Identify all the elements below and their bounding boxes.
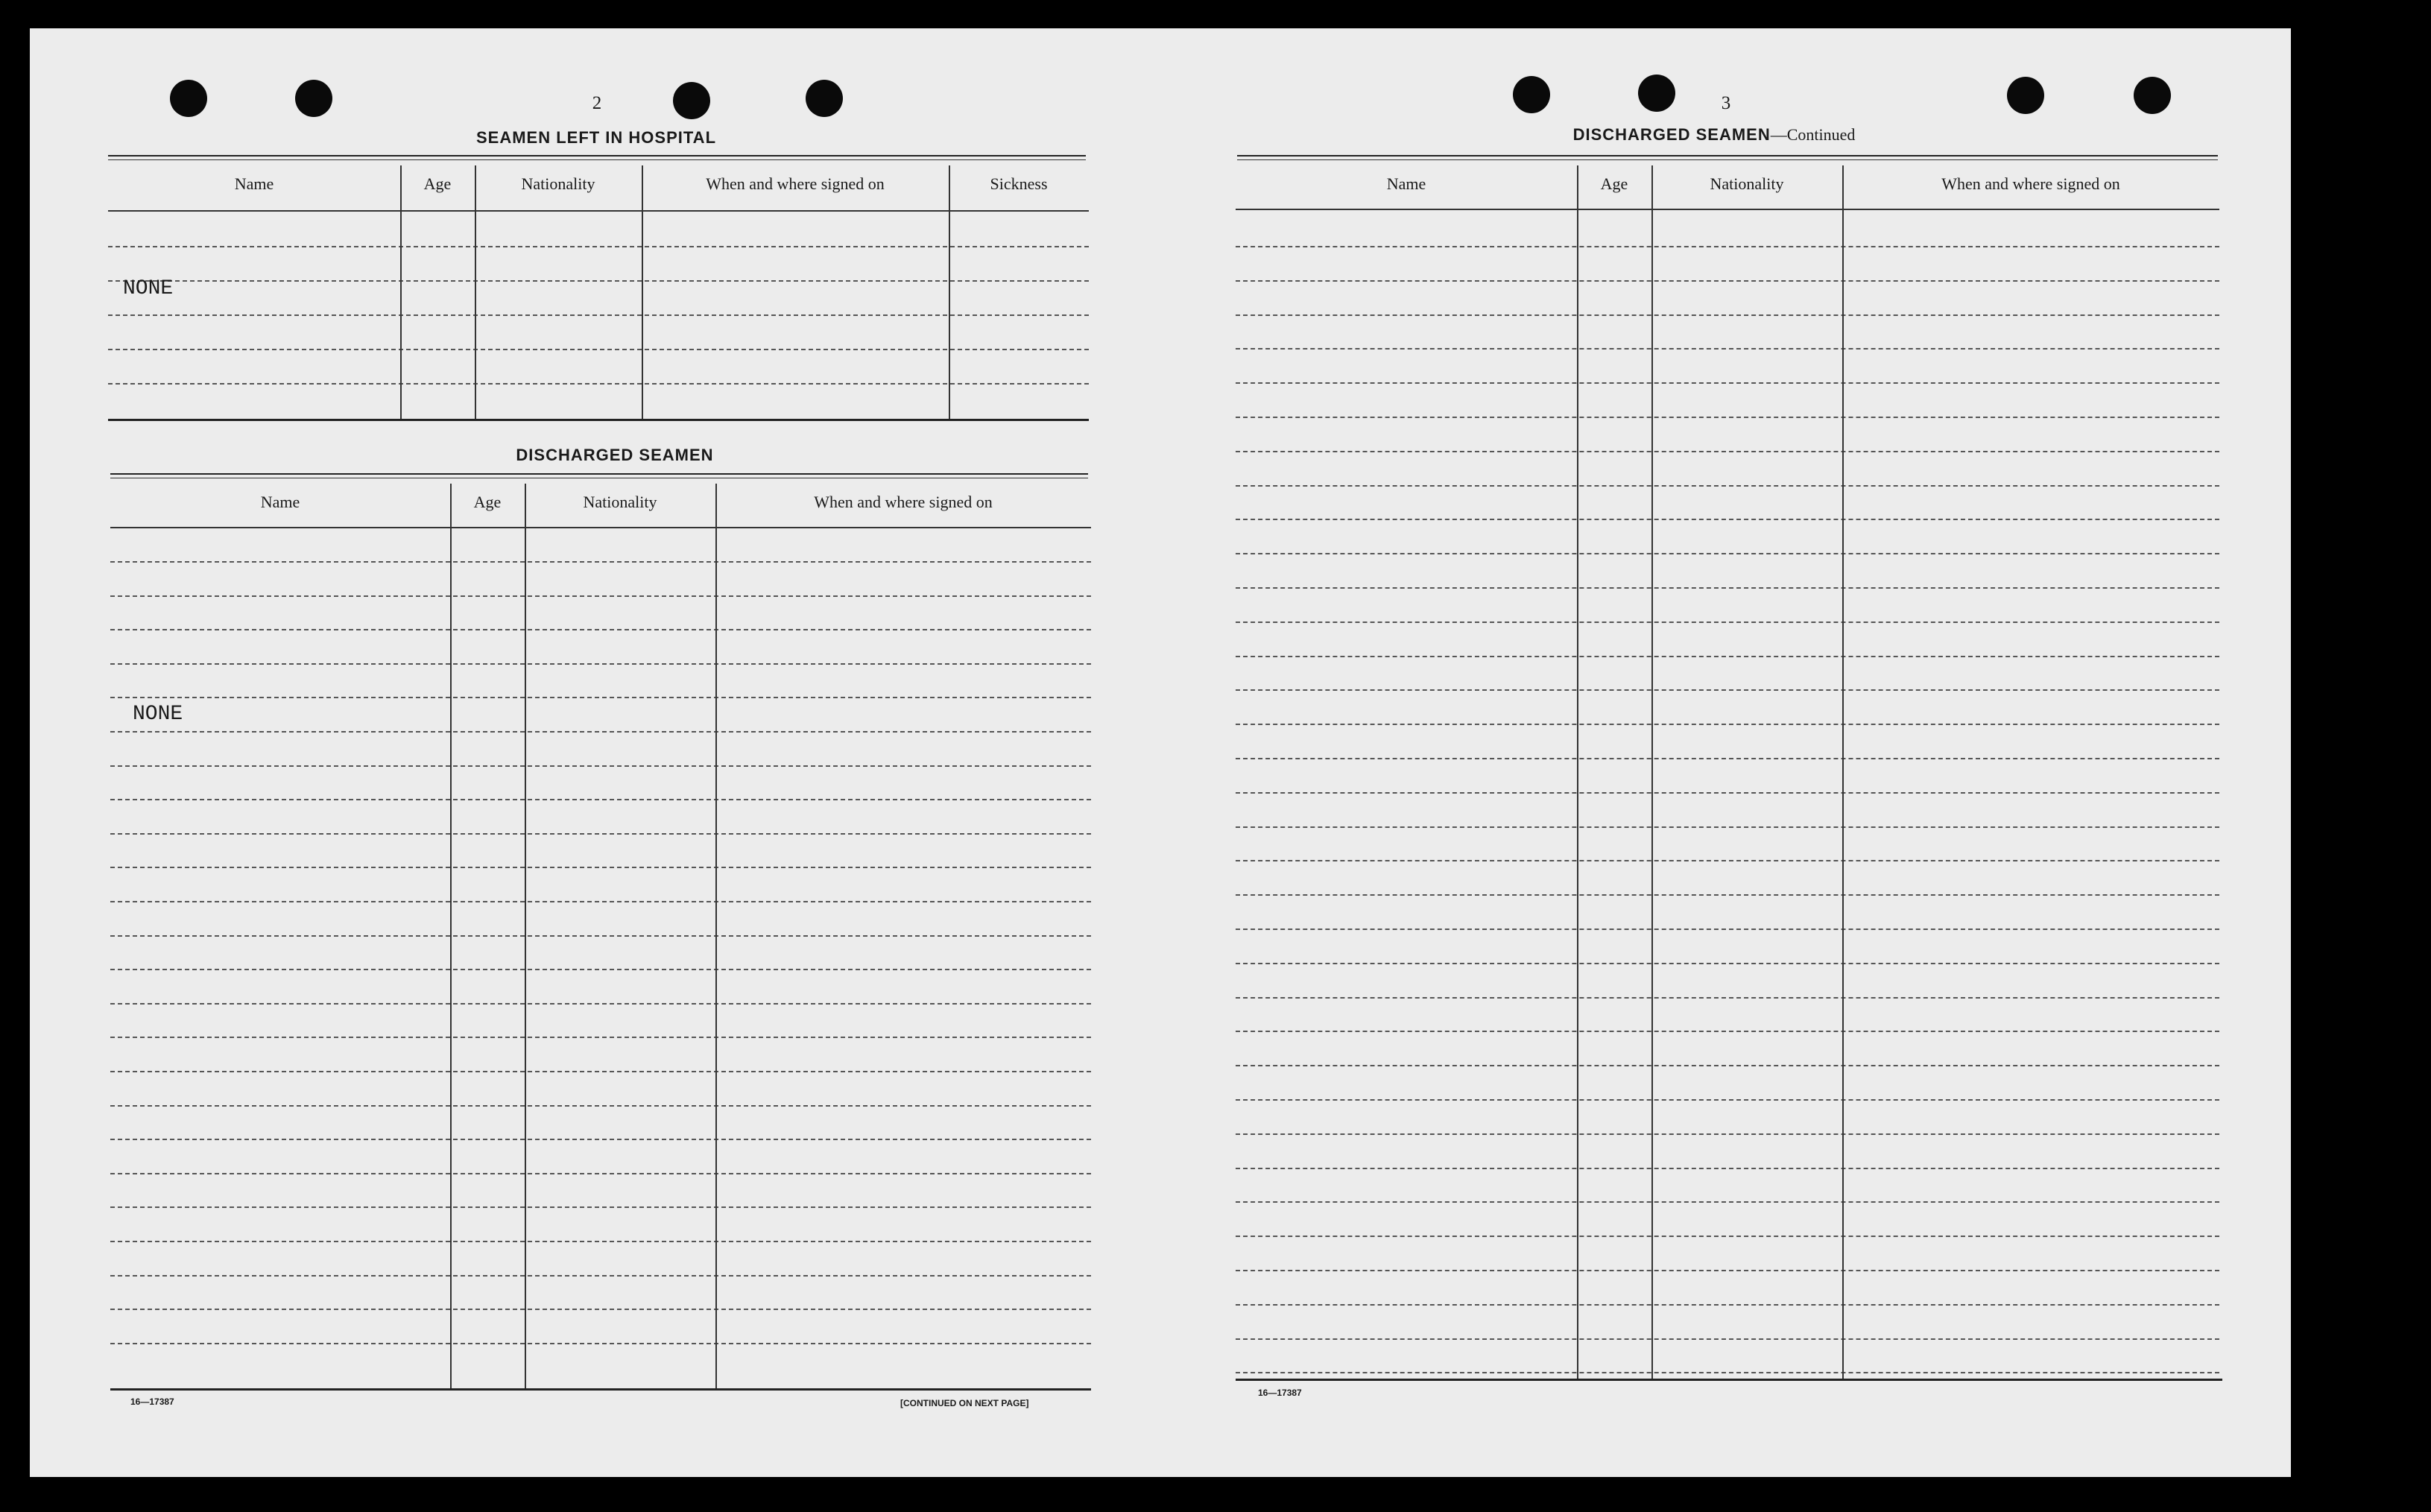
table-row-line: [110, 1206, 1091, 1208]
table-row-line: [110, 1003, 1091, 1005]
table-row-line: [110, 1105, 1091, 1107]
hospital-header-age: Age: [423, 174, 452, 193]
table-row-line: [110, 935, 1091, 937]
table-row-line: [108, 349, 1089, 350]
table-row-line: [1236, 382, 2219, 384]
discharged-header-signed-on: When and where signed on: [814, 493, 993, 511]
hospital-header-sickness: Sickness: [990, 174, 1048, 193]
table-row-line: [110, 629, 1091, 630]
table-row-line: [110, 561, 1091, 563]
page-number-right: 3: [1721, 93, 1731, 113]
continued-top-rule-2: [1237, 159, 2218, 160]
table-row-line: [1236, 1270, 2219, 1271]
discharged-entry-text: NONE: [133, 703, 183, 726]
table-row-line: [108, 280, 1089, 282]
table-row-line: [1236, 1236, 2219, 1237]
column-divider: [475, 165, 476, 419]
table-row-line: [1236, 860, 2219, 861]
table-row-line: [110, 1139, 1091, 1140]
table-row-line: [1236, 621, 2219, 623]
discharged-header-rule: [110, 527, 1091, 528]
discharged-continued-title-main: DISCHARGED SEAMEN: [1572, 125, 1771, 144]
table-row-line: [1236, 758, 2219, 759]
punch-hole: [1513, 76, 1550, 113]
table-row-line: [110, 1241, 1091, 1242]
table-row-line: [110, 1309, 1091, 1310]
table-row-line: [1236, 1031, 2219, 1032]
continued-header-rule: [1236, 209, 2219, 210]
table-row-line: [108, 246, 1089, 247]
table-row-line: [1236, 1168, 2219, 1169]
hospital-entry-text: NONE: [123, 277, 174, 300]
punch-hole: [2007, 77, 2044, 114]
column-divider: [1651, 165, 1653, 1379]
table-row-line: [110, 1173, 1091, 1174]
column-divider: [400, 165, 402, 419]
table-row-line: [1236, 417, 2219, 418]
table-row-line: [1236, 792, 2219, 794]
table-row-line: [110, 765, 1091, 767]
hospital-bottom-rule: [108, 419, 1089, 421]
discharged-table: [110, 481, 1091, 1390]
table-row-line: [1236, 280, 2219, 282]
continued-table: [1236, 162, 2219, 1385]
table-row-line: [108, 314, 1089, 316]
table-row-line: [1236, 963, 2219, 964]
table-row-line: [110, 833, 1091, 835]
table-row-line: [110, 969, 1091, 970]
hospital-top-rule-2: [108, 159, 1086, 160]
table-row-line: [1236, 826, 2219, 828]
continued-note: [CONTINUED ON NEXT PAGE]: [900, 1398, 1029, 1408]
table-row-line: [110, 731, 1091, 733]
table-row-line: [1236, 1304, 2219, 1306]
table-row-line: [1236, 894, 2219, 896]
discharged-header-name: Name: [260, 493, 300, 511]
hospital-header-rule: [108, 210, 1089, 212]
discharged-header-age: Age: [473, 493, 502, 511]
table-row-line: [1236, 656, 2219, 657]
column-divider: [450, 484, 452, 1388]
punch-hole: [170, 80, 207, 117]
continued-header-signed-on: When and where signed on: [1941, 174, 2120, 193]
column-divider: [715, 484, 717, 1388]
table-row-line: [1236, 1133, 2219, 1135]
table-row-line: [1236, 451, 2219, 452]
hospital-header-nationality: Nationality: [521, 174, 595, 193]
column-divider: [1577, 165, 1578, 1379]
table-row-line: [1236, 553, 2219, 554]
form-number-left: 16—17387: [130, 1396, 174, 1407]
table-row-line: [1236, 1372, 2219, 1373]
table-row-line: [1236, 314, 2219, 316]
table-row-line: [108, 383, 1089, 385]
punch-hole: [673, 82, 710, 119]
discharged-continued-title: [1535, 125, 1893, 145]
table-row-line: [1236, 1099, 2219, 1101]
table-row-line: [1236, 519, 2219, 520]
table-row-line: [1236, 1201, 2219, 1203]
continued-header-age: Age: [1600, 174, 1628, 193]
table-row-line: [110, 1037, 1091, 1038]
table-row-line: [1236, 689, 2219, 691]
form-number-right: 16—17387: [1258, 1388, 1302, 1398]
discharged-bottom-rule: [110, 1388, 1091, 1391]
table-row-line: [110, 799, 1091, 800]
table-row-line: [110, 1343, 1091, 1344]
continued-top-rule: [1237, 155, 2218, 156]
table-row-line: [110, 697, 1091, 698]
column-divider: [949, 165, 950, 419]
hospital-header-signed-on: When and where signed on: [706, 174, 885, 193]
page-number-left: 2: [592, 93, 602, 113]
table-row-line: [1236, 997, 2219, 999]
hospital-table: [108, 162, 1089, 423]
table-row-line: [1236, 1338, 2219, 1340]
hospital-header-name: Name: [234, 174, 274, 193]
table-row-line: [110, 901, 1091, 902]
continued-header-nationality: Nationality: [1710, 174, 1784, 193]
punch-hole: [1638, 75, 1675, 112]
punch-hole: [806, 80, 843, 117]
hospital-top-rule: [108, 155, 1086, 156]
discharged-top-rule: [110, 473, 1088, 475]
table-row-line: [1236, 724, 2219, 725]
table-row-line: [1236, 246, 2219, 247]
continued-header-name: Name: [1386, 174, 1426, 193]
discharged-section-title: DISCHARGED SEAMEN: [516, 446, 714, 464]
punch-hole: [2134, 77, 2171, 114]
table-row-line: [1236, 929, 2219, 930]
table-row-line: [110, 867, 1091, 868]
table-row-line: [1236, 1065, 2219, 1066]
column-divider: [642, 165, 643, 419]
continued-bottom-rule: [1236, 1379, 2222, 1381]
table-row-line: [110, 595, 1091, 597]
column-divider: [525, 484, 526, 1388]
table-row-line: [1236, 348, 2219, 349]
table-row-line: [1236, 587, 2219, 589]
table-row-line: [110, 663, 1091, 665]
table-row-line: [110, 1071, 1091, 1072]
discharged-continued-title-suffix: —Continued: [1770, 125, 1856, 144]
table-row-line: [1236, 485, 2219, 487]
discharged-header-nationality: Nationality: [583, 493, 657, 511]
hospital-section-title: SEAMEN LEFT IN HOSPITAL: [475, 128, 717, 147]
column-divider: [1842, 165, 1844, 1379]
punch-hole: [295, 80, 332, 117]
table-row-line: [110, 1275, 1091, 1277]
